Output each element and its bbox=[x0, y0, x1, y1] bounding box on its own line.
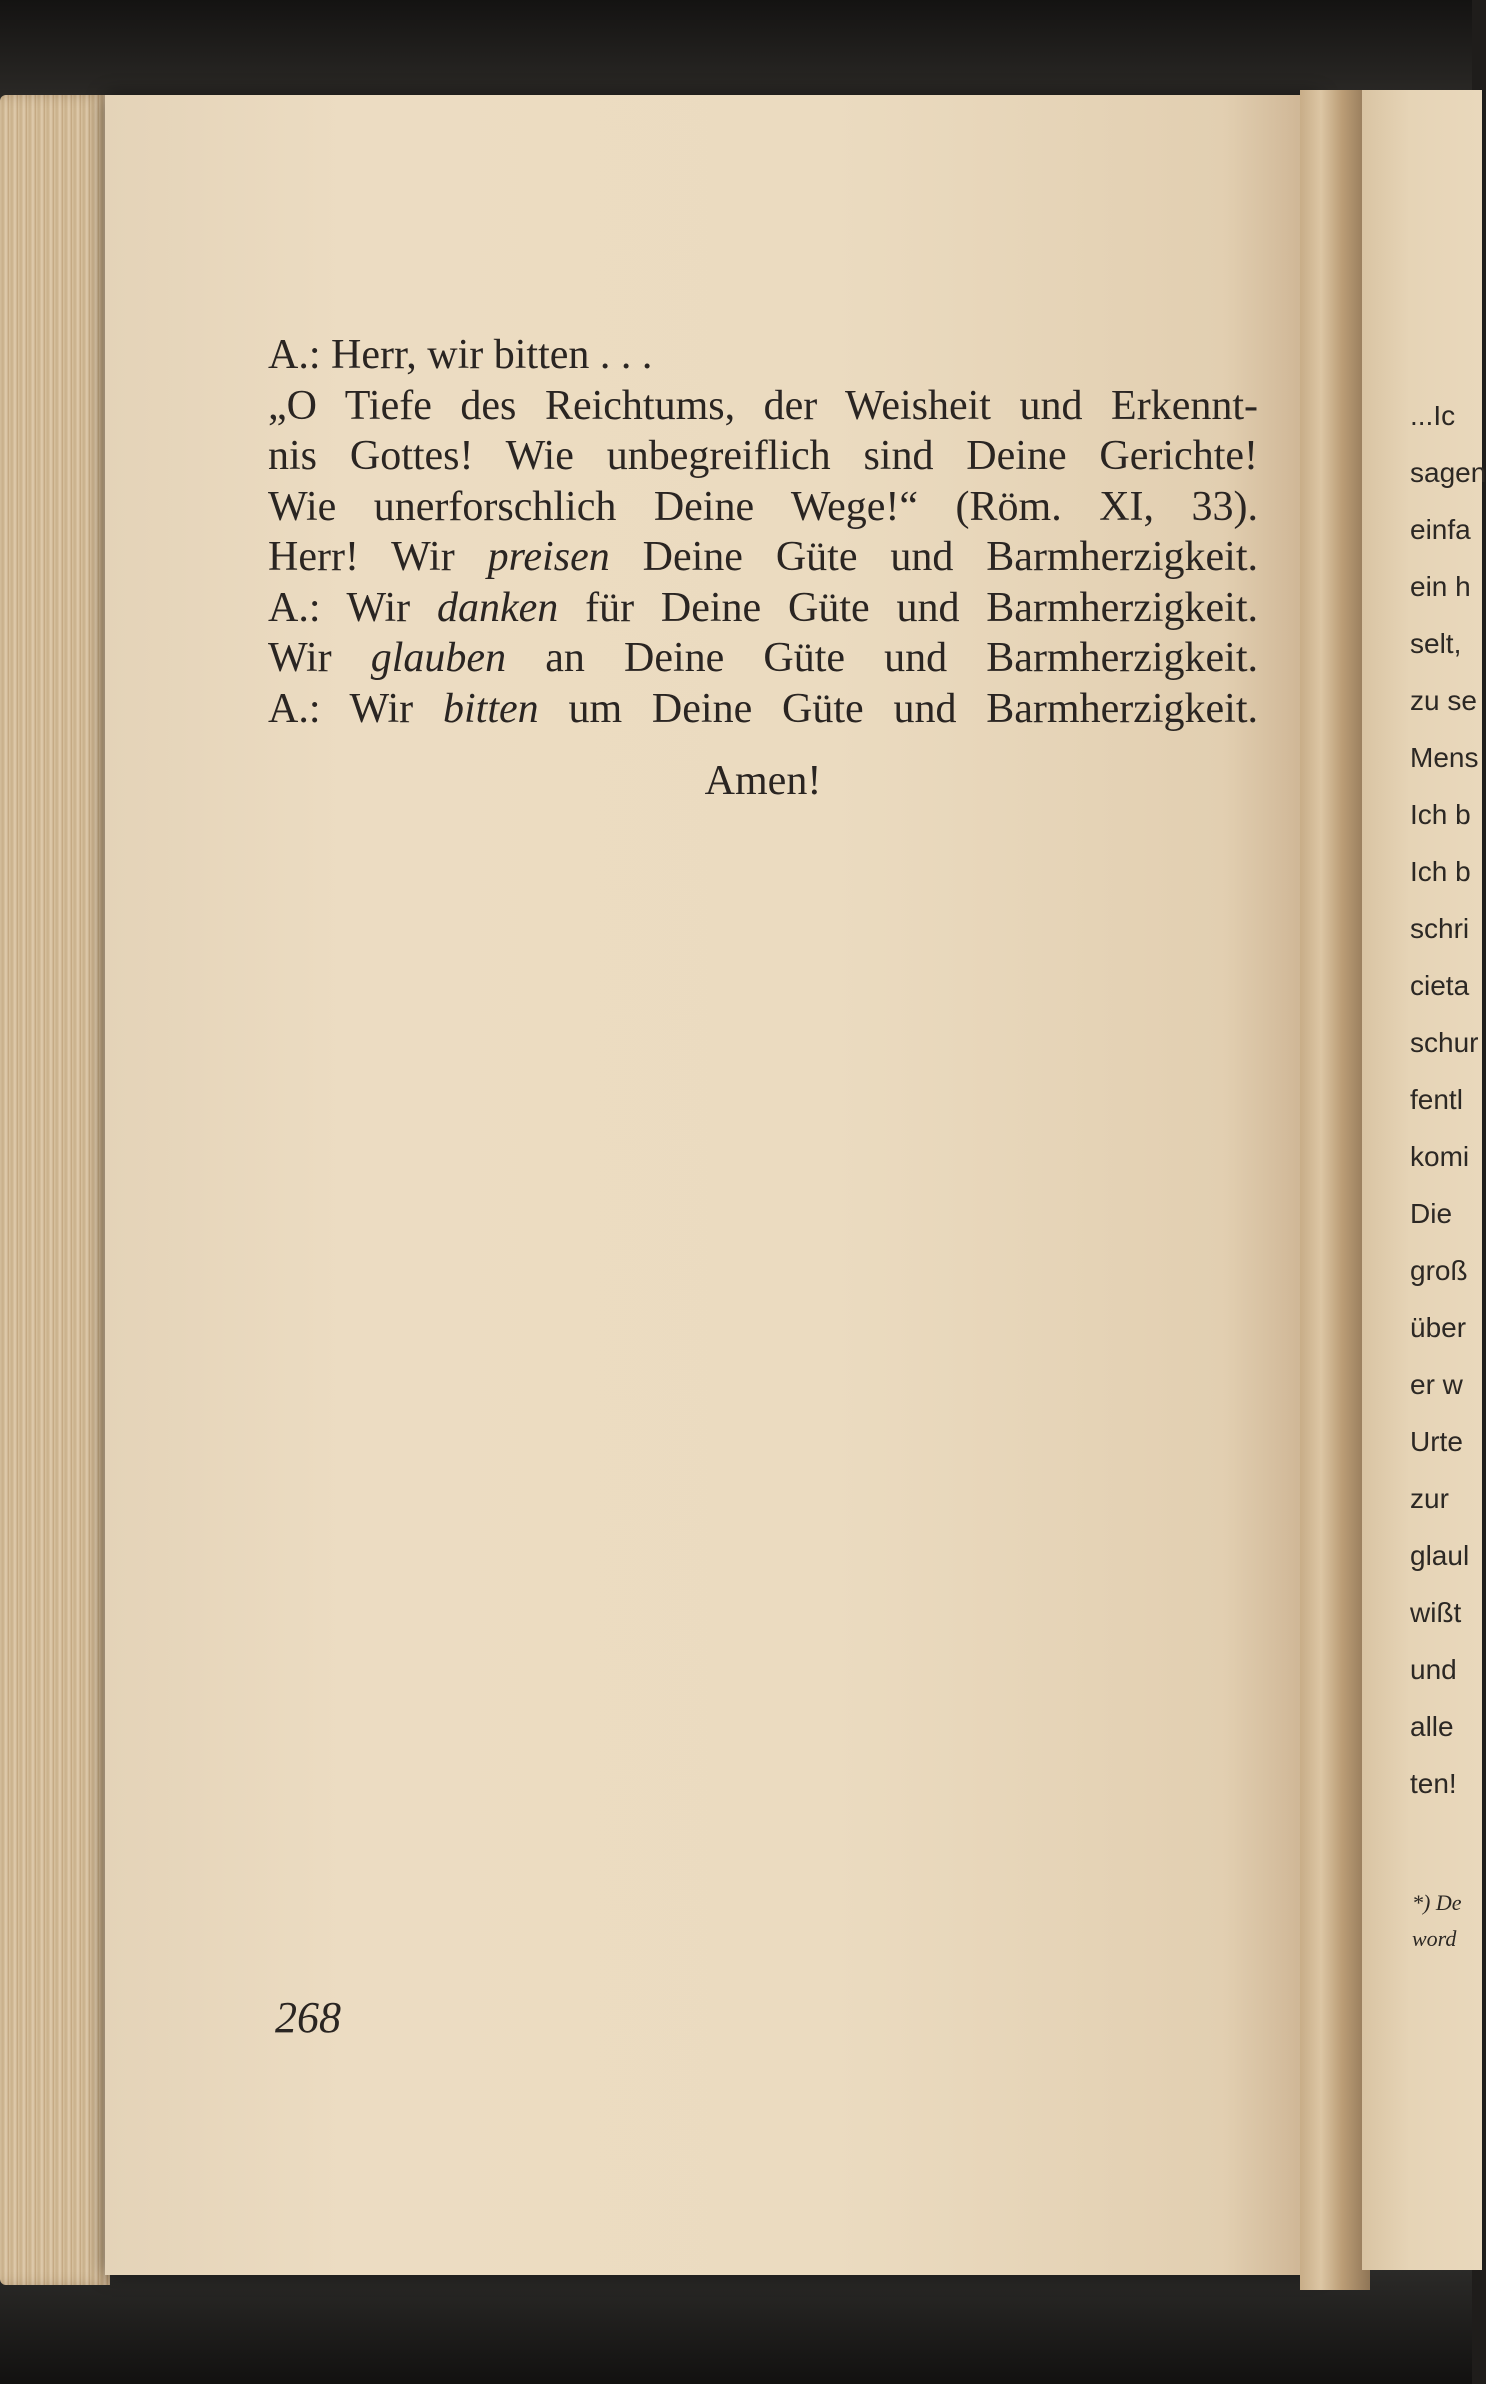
right-line: zur bbox=[1410, 1483, 1449, 1514]
right-line: schur bbox=[1410, 1027, 1479, 1058]
right-line: ten! bbox=[1410, 1768, 1457, 1799]
right-line: ...Ic bbox=[1410, 400, 1456, 431]
prayer-text bbox=[268, 330, 1258, 807]
right-line: Ich b bbox=[1410, 856, 1471, 887]
right-line: er w bbox=[1410, 1369, 1463, 1400]
text-segment: A.: Wir bbox=[268, 584, 411, 631]
backdrop-bottom bbox=[0, 2270, 1472, 2384]
backdrop-top bbox=[0, 0, 1472, 100]
right-line: cieta bbox=[1410, 970, 1470, 1001]
text-segment: Deine Güte und Barmherzigkeit. bbox=[642, 534, 1259, 580]
page-edges bbox=[0, 95, 110, 2285]
right-line: Die bbox=[1410, 1198, 1453, 1229]
right-line: alle bbox=[1410, 1711, 1454, 1742]
right-line: glaul bbox=[1410, 1540, 1470, 1571]
right-line: und bbox=[1410, 1654, 1457, 1685]
right-line: über bbox=[1410, 1312, 1467, 1343]
page-number: 268 bbox=[275, 1993, 341, 2042]
text-line bbox=[268, 633, 1258, 684]
right-line: einfa bbox=[1410, 514, 1471, 545]
emphasis-bitten: bitten bbox=[442, 685, 539, 732]
right-line: zu se bbox=[1410, 685, 1477, 716]
footnote-line: *) De bbox=[1412, 1890, 1462, 1915]
right-line: Urte bbox=[1410, 1426, 1463, 1457]
right-line: komi bbox=[1410, 1141, 1470, 1172]
text-line bbox=[268, 532, 1258, 583]
right-footnote bbox=[1412, 1885, 1472, 1957]
right-line: schri bbox=[1410, 913, 1470, 944]
right-line: Mens bbox=[1410, 742, 1479, 773]
text-segment: Herr! Wir bbox=[268, 534, 455, 580]
footnote-line: word bbox=[1412, 1926, 1457, 1951]
text-line: A.: Herr, wir bitten . . . bbox=[268, 332, 653, 378]
amen-line: Amen! bbox=[704, 758, 822, 804]
text-segment: um Deine Güte und Barmherzigkeit. bbox=[568, 685, 1259, 732]
text-line: „O Tiefe des Reichtums, der Weisheit und Erkennt- bbox=[268, 382, 1258, 429]
text-segment: Wir bbox=[268, 635, 332, 681]
text-line: nis Gottes! Wie unbegreiflich sind Deine Gerichte! bbox=[268, 433, 1258, 479]
text-line: Wie unerforschlich Deine Wege!“ (Röm. XI, 33). bbox=[268, 483, 1258, 530]
text-segment: A.: Wir bbox=[268, 685, 414, 732]
text-line bbox=[268, 583, 1258, 634]
text-line bbox=[268, 684, 1258, 735]
text-segment: für Deine Güte und Barmherzigkeit. bbox=[585, 584, 1259, 631]
right-page-text bbox=[1410, 400, 1486, 1825]
emphasis-danken: danken bbox=[437, 584, 559, 631]
right-line: wißt bbox=[1410, 1597, 1462, 1628]
book-gutter bbox=[1300, 90, 1370, 2290]
right-line: groß bbox=[1410, 1255, 1468, 1286]
right-line: Ich b bbox=[1410, 799, 1471, 830]
emphasis-glauben: glauben bbox=[370, 635, 507, 681]
right-line: fentl bbox=[1410, 1084, 1463, 1115]
emphasis-preisen: preisen bbox=[487, 534, 610, 580]
right-line: selt, bbox=[1410, 628, 1462, 659]
right-line: ein h bbox=[1410, 571, 1471, 602]
text-segment: an Deine Güte und Barmherzigkeit. bbox=[545, 635, 1259, 681]
right-line: sagen bbox=[1410, 457, 1486, 488]
